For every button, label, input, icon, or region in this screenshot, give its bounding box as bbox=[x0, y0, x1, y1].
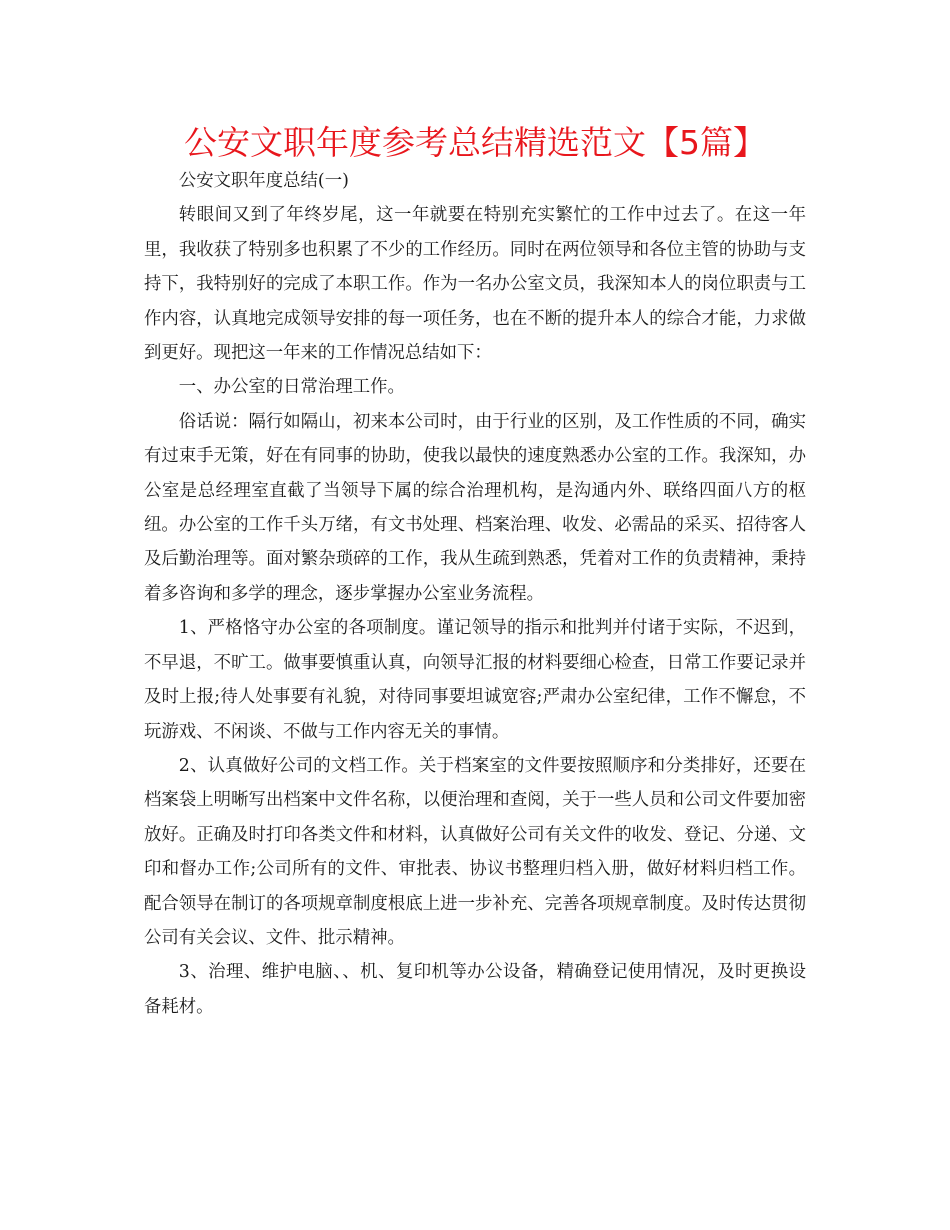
paragraph: 转眼间又到了年终岁尾，这一年就要在特别充实繁忙的工作中过去了。在这一年里，我收获了特别多也积累了不少的工作经历。同时在两位领导和各位主管的协助与支持下，我特别好的完成了本职工作。作为一名办公室文员，我深知本人的岗位职责与工作内容，认真地完成领导安排的每一项任务，也在不断的提升本人的综合才能，力求做到更好。现把这一年来的工作情况总结如下： bbox=[144, 205, 806, 364]
paragraph: 1、严格恪守办公室的各项制度。谨记领导的指示和批判并付诸于实际，不迟到，不早退，不旷工。做事要慎重认真，向领导汇报的材料要细心检查，日常工作要记录并及时上报;待人处事要有礼貌，对待同事要坦诚宽容;严肃办公室纪律，工作不懈怠，不玩游戏、不闲谈、不做与工作内容无关的事情。 bbox=[144, 618, 806, 742]
document-title: 公安文职年度参考总结精选范文【5篇】 bbox=[184, 123, 766, 162]
paragraph: 2、认真做好公司的文档工作。关于档案室的文件要按照顺序和分类排好，还要在档案袋上明晰写出档案中文件名称，以便治理和查阅，关于一些人员和公司文件要加密放好。正确及时打印各类文件和材料，认真做好公司有关文件的收发、登记、分递、文印和督办工作;公司所有的文件、审批表、协议书整理归档入册，做好材料归档工作。配合领导在制订的各项规章制度根底上进一步补充、完善各项规章制度。及时传达贯彻公司有关会议、文件、批示精神。 bbox=[144, 755, 806, 948]
section-heading: 公安文职年度总结(一) bbox=[178, 171, 349, 191]
paragraph: 俗话说：隔行如隔山，初来本公司时，由于行业的区别，及工作性质的不同，确实有过束手无策，好在有同事的协助，使我以最快的速度熟悉办公室的工作。我深知，办公室是总经理室直截了当领导下属的综合治理机构，是沟通内外、联络四面八方的枢纽。办公室的工作千头万绪，有文书处理、档案治理、收发、必需品的采买、招待客人及后勤治理等。面对繁杂琐碎的工作，我从生疏到熟悉，凭着对工作的负责精神，秉持着多咨询和多学的理念，逐步掌握办公室业务流程。 bbox=[144, 411, 806, 604]
subsection-heading: 一、办公室的日常治理工作。 bbox=[178, 377, 405, 398]
paragraph: 3、治理、维护电脑、、机、复印机等办公设备，精确登记使用情况，及时更换设备耗材。 bbox=[144, 962, 806, 1017]
document-body bbox=[144, 164, 806, 1024]
